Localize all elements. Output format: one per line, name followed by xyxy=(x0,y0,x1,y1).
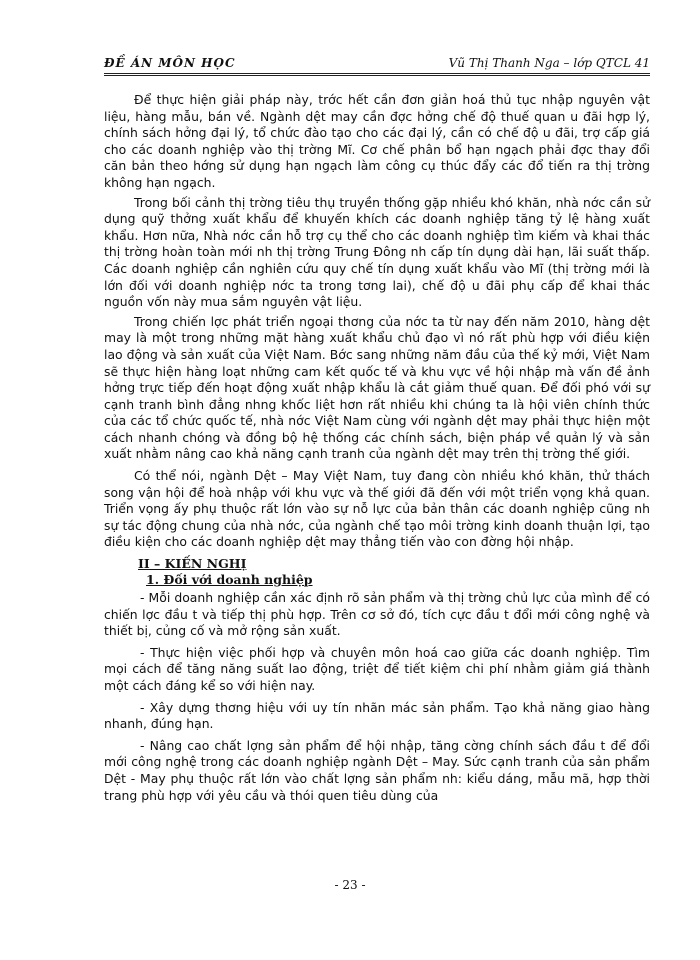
header-rule xyxy=(104,73,650,76)
paragraph-2: Trong bối cảnh thị trờng tiêu thụ truyền thống gặp nhiều khó khăn, nhà nớc cần sử dụng quỹ thởng xuất khẩu để khuyến khích các doanh nghiệp tăng tỷ lệ hàng xuất khẩu. Hơn nữa, Nhà nớc cần hỗ trợ cụ thể cho các doanh nghiệp tìm kiếm và khai thác thị trờng hoàn toàn mới nh thị trờng Trung Đông nh cấp tín dụng dài hạn, lãi suất thấp. Các doanh nghiệp cần nghiên cứu quy chế tín dụng xuất khẩu vào Mĩ (thị trờng mới là lớn đối với doanh nghiệp nớc ta trong tơng lai), chế độ u đãi phụ cấp để khai thác nguồn vốn này mua sắm nguyên vật liệu. xyxy=(104,194,650,310)
paragraph-4: Có thể nói, ngành Dệt – May Việt Nam, tuy đang còn nhiều khó khăn, thử thách song vận hội để hoà nhập với khu vực và thế giới đã đến với một triển vọng khả quan. Triển vọng ấy phụ thuộc rất lớn vào sự nỗ lực của bản thân các doanh nghiệp cũng nh sự tác động chung của nhà nớc, của ngành chế tạo môi trờng kinh doanh thuận lợi, tạo điều kiện cho các doanh nghiệp dệt may thẳng tiến vào con đờng hội nhập. xyxy=(104,468,650,550)
recommendation-3: - Xây dựng thơng hiệu với uy tín nhãn mác sản phẩm. Tạo khả năng giao hàng nhanh, đúng hạn. xyxy=(104,699,650,732)
section-subheading: 1. Đối với doanh nghiệp xyxy=(146,572,313,588)
page-body xyxy=(104,92,650,804)
recommendation-4: - Nâng cao chất lợng sản phẩm để hội nhập, tăng cờng chính sách đầu t để đổi mới công nghệ trong các doanh nghiệp ngành Dệt – May. Sức cạnh tranh của sản phẩm Dệt - May phụ thuộc rất lớn vào chất lợng sản phẩm nh: kiểu dáng, mẫu mã, hợp thời trang phù hợp với yêu cầu và thói quen tiêu dùng của xyxy=(104,737,650,803)
header-author: Vũ Thị Thanh Nga – lớp QTCL 41 xyxy=(448,56,650,70)
section-heading: II – KIẾN NGHỊ xyxy=(138,556,247,572)
paragraph-1: Để thực hiện giải pháp này, trớc hết cần đơn giản hoá thủ tục nhập nguyên vật liệu, hàng mẫu, bán về. Ngành dệt may cần đợc hởng chế độ thuế quan u đãi hợp lý, chính sách hởng đại lý, tổ chức đào tạo cho các đại lý, cần có chế độ u đãi, trợ cấp giá cho các doanh nghiệp vào thị trờng Mĩ. Cơ chế phân bổ hạn ngạch phải đợc thay đổi căn bản theo hớng sử dụng hạn ngạch làm công cụ thúc đẩy các đổ tiến ra thị trờng không hạn ngạch. xyxy=(104,92,650,190)
recommendation-1: - Mỗi doanh nghiệp cần xác định rõ sản phẩm và thị trờng chủ lực của mình để có chiến lợc đầu t và tiếp thị phù hợp. Trên cơ sở đó, tích cực đầu t đổi mới công nghệ và thiết bị, củng cố và mở rộng sản xuất. xyxy=(104,590,650,639)
page-number: - 23 - xyxy=(334,878,366,892)
page-header xyxy=(104,52,650,76)
recommendation-2: - Thực hiện việc phối hợp và chuyên môn hoá cao giữa các doanh nghiệp. Tìm mọi cách để tăng năng suất lao động, triệt để tiết kiệm chi phí nhằm giảm giá thành một cách đáng kể so với hiện nay. xyxy=(104,644,650,693)
header-course-title: ĐỀ ÁN MÔN HỌC xyxy=(104,56,236,70)
paragraph-3: Trong chiến lợc phát triển ngoại thơng của nớc ta từ nay đến năm 2010, hàng dệt may là một trong những mặt hàng xuất khẩu chủ đạo vì nó rất phù hợp với điều kiện lao động và sản xuất của Việt Nam. Bớc sang những năm đầu của thế kỷ mới, Việt Nam sẽ thực hiện hàng loạt những cam kết quốc tế và khu vực về hội nhập mà vấn đề ảnh hởng trực tiếp đến hoạt động xuất nhập khẩu là cắt giảm thuế quan. Để đối phó với sự cạnh tranh bình đẳng nhng khốc liệt hơn rất nhiều khi chúng ta là hội viên chính thức của các tổ chức quốc tế, nhà nớc Việt Nam cùng với ngành dệt may phải thực hiện một cách nhanh chóng và đồng bộ hệ thống các chính sách, biện pháp về quản lý và sản xuất nhằm nâng cao khả năng cạnh tranh của ngành dệt may trên thị trờng thế giới. xyxy=(104,313,650,462)
